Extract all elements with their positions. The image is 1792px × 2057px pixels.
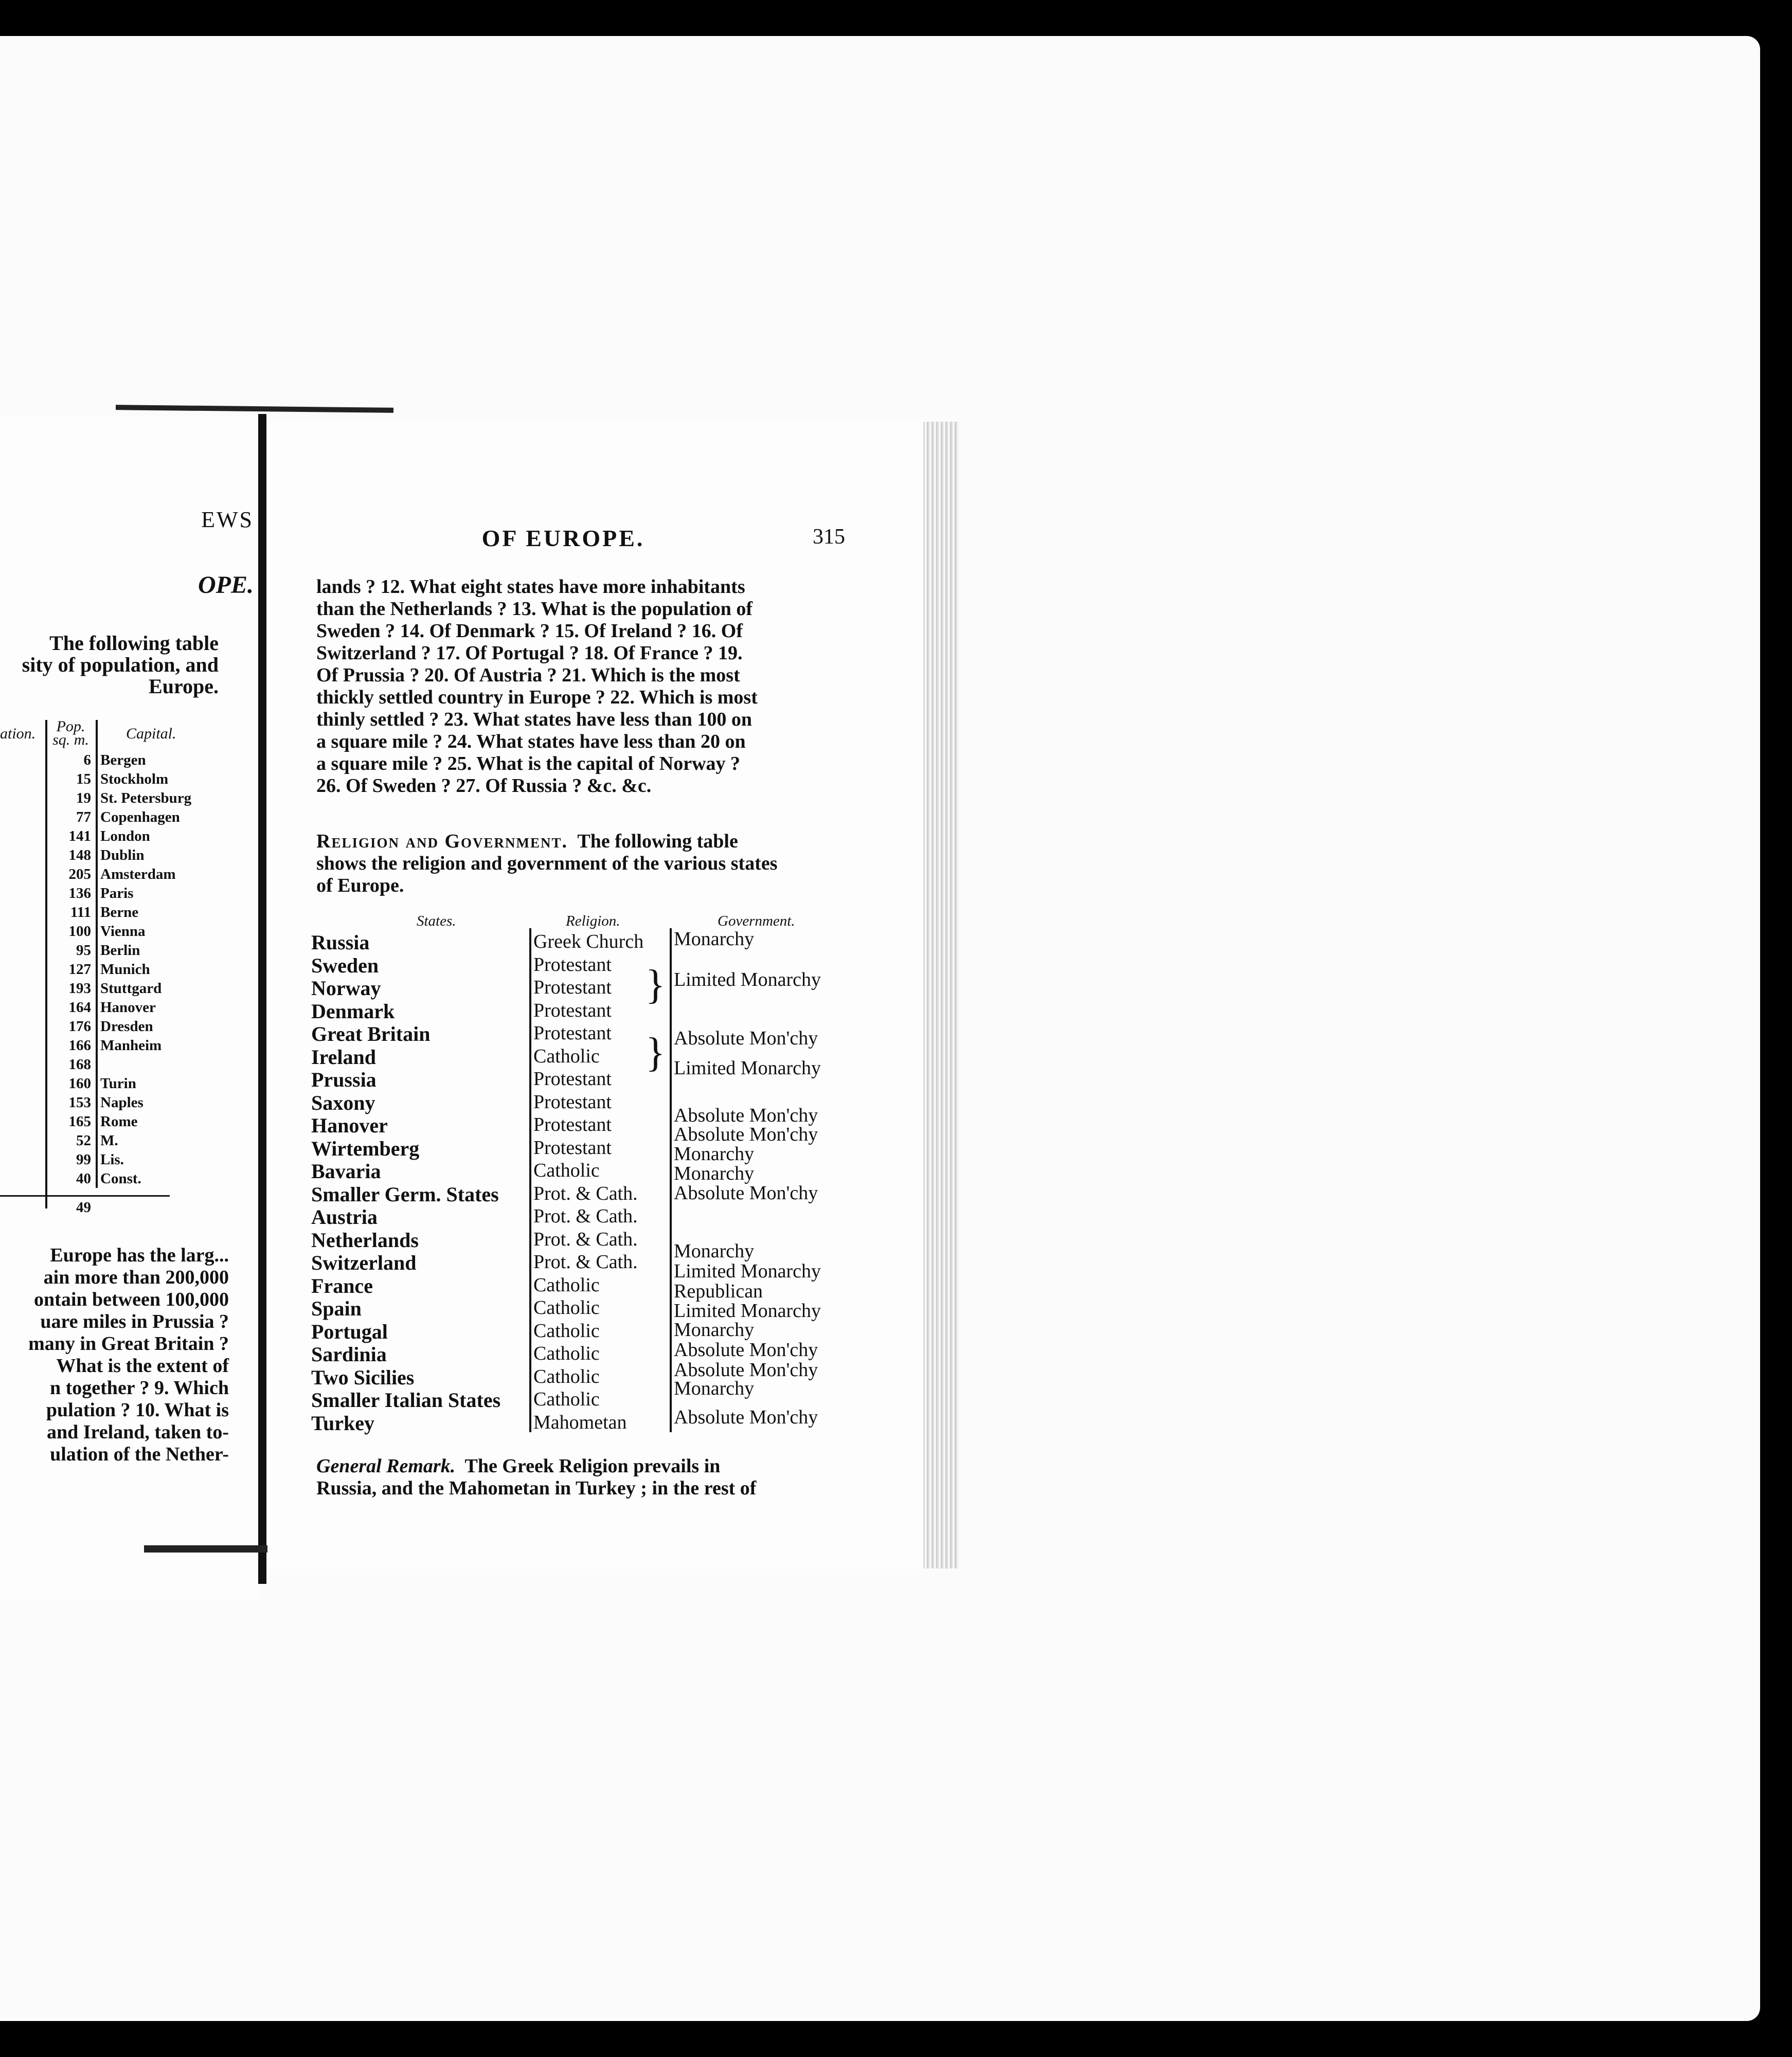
state-name: Prussia [311, 1068, 377, 1091]
capital-cell: London [100, 828, 150, 844]
capital-cell: M. [100, 1132, 118, 1149]
question-line: a square mile ? 24. What states have less than 20 on [316, 731, 746, 752]
government-cell: Republican [674, 1280, 763, 1302]
capital-cell: Amsterdam [100, 866, 176, 882]
religion-cell: Protestant [533, 1114, 612, 1135]
question-line: 26. Of Sweden ? 27. Of Russia ? &c. &c. [316, 775, 652, 797]
religion-heading: Religion and Government. [316, 831, 568, 852]
religion-cell: Catholic [533, 1160, 600, 1181]
capital-column-header: Capital. [126, 725, 176, 742]
column-rule [670, 928, 672, 1432]
right-page [267, 422, 959, 1568]
question-line: lands ? 12. What eight states have more inhabitants [316, 576, 745, 598]
brace-sweden-norway: } [646, 962, 666, 1007]
density-cell: 166 [68, 1037, 91, 1054]
capital-cell: Stuttgard [100, 980, 162, 997]
state-name: Great Britain [311, 1022, 431, 1045]
density-cell: 165 [68, 1113, 91, 1130]
religion-cell: Protestant [533, 953, 612, 976]
religion-cell: Catholic [533, 1274, 600, 1296]
religion-cell: Protestant [533, 999, 612, 1021]
capital-cell: Bergen [100, 752, 146, 768]
state-name: Wirtemberg [311, 1136, 420, 1160]
government-cell: Limited Monarchy [674, 968, 821, 990]
government-cell: Monarchy [674, 1319, 755, 1341]
capital-cell: Turin [100, 1075, 136, 1092]
page-number: 315 [813, 525, 845, 549]
left-intro [0, 633, 219, 697]
left-section-title: OPE. [198, 571, 254, 599]
question-line: Sweden ? 14. Of Denmark ? 15. Of Ireland ? 16. Of [316, 620, 743, 642]
religion-government-table [311, 913, 892, 1435]
left-intro-line: Europe. [149, 675, 219, 698]
population-column-header: ation. [0, 725, 36, 742]
left-text-line: Europe has the larg... [50, 1244, 229, 1266]
government-cell: Monarchy [674, 1163, 755, 1185]
state-name: Denmark [311, 999, 395, 1023]
binding-shadow-top [116, 405, 393, 413]
capital-cell: Copenhagen [100, 809, 180, 825]
left-intro-line: The following table [49, 631, 219, 655]
religion-intro-line: shows the religion and government of the various states [316, 853, 778, 874]
left-text-line: many in Great Britain ? [28, 1333, 229, 1355]
capital-cell: Munich [100, 961, 150, 978]
government-cell: Absolute Mon'chy [674, 1123, 818, 1145]
column-rule [96, 720, 98, 1188]
scanned-sheet [0, 36, 1760, 2021]
left-text-line: uare miles in Prussia ? [40, 1311, 229, 1332]
government-cell: Absolute Mon'chy [674, 1406, 818, 1428]
capital-cell: Vienna [100, 923, 146, 940]
government-cell: Monarchy [674, 928, 755, 950]
capital-cell: Const. [100, 1170, 141, 1187]
total-rule [0, 1195, 170, 1197]
religion-cell: Catholic [533, 1045, 600, 1067]
density-cell: 160 [68, 1075, 91, 1092]
questions-paragraph [316, 576, 908, 797]
density-cell: 153 [68, 1094, 91, 1111]
density-cell: 6 [83, 752, 91, 768]
state-name: Turkey [311, 1411, 375, 1435]
population-table [0, 718, 260, 1224]
left-running-head: EWS [201, 507, 254, 532]
government-cell: Absolute Mon'chy [674, 1182, 818, 1204]
religion-cell: Catholic [533, 1343, 600, 1364]
left-text-line: and Ireland, taken to- [46, 1421, 229, 1443]
density-cell: 193 [68, 980, 91, 997]
religion-cell: Catholic [533, 1365, 600, 1387]
state-name: Saxony [311, 1091, 375, 1114]
capital-cell: Hanover [100, 999, 156, 1016]
religion-intro-text: The following table [577, 831, 738, 852]
left-text-line: ain more than 200,000 [43, 1267, 229, 1288]
government-cell: Monarchy [674, 1240, 755, 1262]
density-cell: 40 [76, 1170, 91, 1187]
religion-cell: Protestant [533, 1022, 612, 1044]
religion-cell: Greek Church [533, 931, 644, 952]
religion-cell: Prot. & Cath. [533, 1182, 638, 1204]
religion-cell: Catholic [533, 1388, 600, 1410]
left-text-line: n together ? 9. Which [50, 1377, 229, 1399]
density-cell: 176 [68, 1018, 91, 1035]
religion-cell: Mahometan [533, 1411, 627, 1433]
density-cell: 95 [76, 942, 91, 959]
density-cell: 141 [68, 828, 91, 844]
government-cell: Limited Monarchy [674, 1057, 821, 1079]
state-name: Norway [311, 977, 381, 1000]
left-text-line: pulation ? 10. What is [46, 1399, 229, 1421]
capital-cell: Berne [100, 904, 139, 921]
government-cell: Limited Monarchy [674, 1300, 821, 1322]
government-column-header: Government. [718, 913, 795, 929]
state-name: France [311, 1274, 373, 1297]
religion-intro [316, 831, 908, 897]
density-cell: 164 [68, 999, 91, 1016]
states-column-header: States. [417, 913, 456, 929]
capital-cell: Paris [100, 885, 134, 901]
left-page [0, 417, 260, 1599]
left-intro-line: sity of population, and [22, 653, 219, 676]
government-cell: Monarchy [674, 1143, 755, 1165]
state-name: Hanover [311, 1114, 388, 1137]
capital-cell: Dresden [100, 1018, 153, 1035]
state-name: Sardinia [311, 1343, 387, 1366]
state-name: Netherlands [311, 1228, 419, 1252]
religion-cell: Catholic [533, 1297, 600, 1319]
density-cell: 205 [68, 866, 91, 882]
density-cell: 19 [76, 790, 91, 806]
government-cell: Absolute Mon'chy [674, 1027, 818, 1049]
running-head: OF EUROPE. [481, 525, 645, 551]
general-remark-text: The Greek Religion prevails in [464, 1455, 721, 1477]
religion-cell: Catholic [533, 1320, 600, 1342]
left-text-line: ontain between 100,000 [34, 1289, 229, 1310]
question-line: Of Prussia ? 20. Of Austria ? 21. Which is the most [316, 664, 740, 686]
general-remark [316, 1455, 908, 1500]
religion-cell: Prot. & Cath. [533, 1251, 638, 1273]
capital-cell: St. Petersburg [100, 790, 192, 806]
density-cell: 100 [68, 923, 91, 940]
page-edge-stack [923, 422, 959, 1568]
question-line: thickly settled country in Europe ? 22. Which is most [316, 687, 758, 708]
religion-column-header: Religion. [566, 913, 620, 929]
religion-cell: Protestant [533, 1091, 612, 1113]
religion-cell: Prot. & Cath. [533, 1228, 638, 1250]
density-cell: 52 [76, 1132, 91, 1149]
religion-cell: Protestant [533, 1068, 612, 1090]
capital-cell: Stockholm [100, 771, 169, 787]
column-rule [529, 928, 531, 1432]
capital-cell: Berlin [100, 942, 140, 959]
state-name: Spain [311, 1297, 362, 1320]
religion-intro-line [316, 831, 908, 853]
capital-cell: Lis. [100, 1151, 124, 1168]
question-line: than the Netherlands ? 13. What is the population of [316, 598, 753, 620]
capital-cell: Manheim [100, 1037, 162, 1054]
state-name: Smaller Italian States [311, 1388, 501, 1412]
density-cell: 168 [68, 1056, 91, 1073]
capital-cell: Dublin [100, 847, 145, 863]
density-cell: 136 [68, 885, 91, 901]
density-cell: 127 [68, 961, 91, 978]
state-name: Sweden [311, 953, 379, 977]
government-cell: Absolute Mon'chy [674, 1104, 818, 1126]
state-name: Two Sicilies [311, 1365, 415, 1389]
question-line: a square mile ? 25. What is the capital of Norway ? [316, 753, 741, 774]
density-cell: 15 [76, 771, 91, 787]
government-cell: Limited Monarchy [674, 1260, 821, 1283]
religion-cell: Protestant [533, 1136, 612, 1159]
general-remark-line [316, 1455, 908, 1477]
density-cell: 77 [76, 809, 91, 825]
government-cell: Absolute Mon'chy [674, 1339, 818, 1361]
state-name: Portugal [311, 1320, 388, 1343]
density-cell: 148 [68, 847, 91, 863]
government-cell: Absolute Mon'chy [674, 1359, 818, 1381]
question-line: Switzerland ? 17. Of Portugal ? 18. Of France ? 19. [316, 642, 743, 664]
density-cell: 111 [70, 904, 91, 921]
government-cell: Monarchy [674, 1378, 755, 1399]
question-line: thinly settled ? 23. What states have less than 100 on [316, 709, 752, 730]
general-remark-label: General Remark. [316, 1455, 456, 1477]
state-name: Switzerland [311, 1251, 417, 1274]
general-remark-line: Russia, and the Mahometan in Turkey ; in the rest of [316, 1477, 757, 1499]
brace-britain-ireland: } [646, 1030, 666, 1075]
density-column-header: Pop. sq. m. [52, 718, 89, 748]
density-cell: 99 [76, 1151, 91, 1168]
state-name: Ireland [311, 1045, 376, 1069]
religion-cell: Protestant [533, 977, 612, 998]
left-text-line: ulation of the Nether- [50, 1443, 229, 1465]
book-gutter [258, 414, 266, 1584]
capital-cell: Naples [100, 1094, 144, 1111]
left-questions [0, 1244, 229, 1466]
religion-cell: Prot. & Cath. [533, 1205, 638, 1227]
total-density: 49 [76, 1199, 91, 1216]
religion-intro-line: of Europe. [316, 875, 404, 896]
capital-cell: Rome [100, 1113, 138, 1130]
state-name: Russia [311, 931, 370, 954]
left-text-line: What is the extent of [56, 1355, 229, 1377]
state-name: Bavaria [311, 1160, 381, 1183]
state-name: Austria [311, 1205, 378, 1229]
state-name: Smaller Germ. States [311, 1182, 499, 1206]
